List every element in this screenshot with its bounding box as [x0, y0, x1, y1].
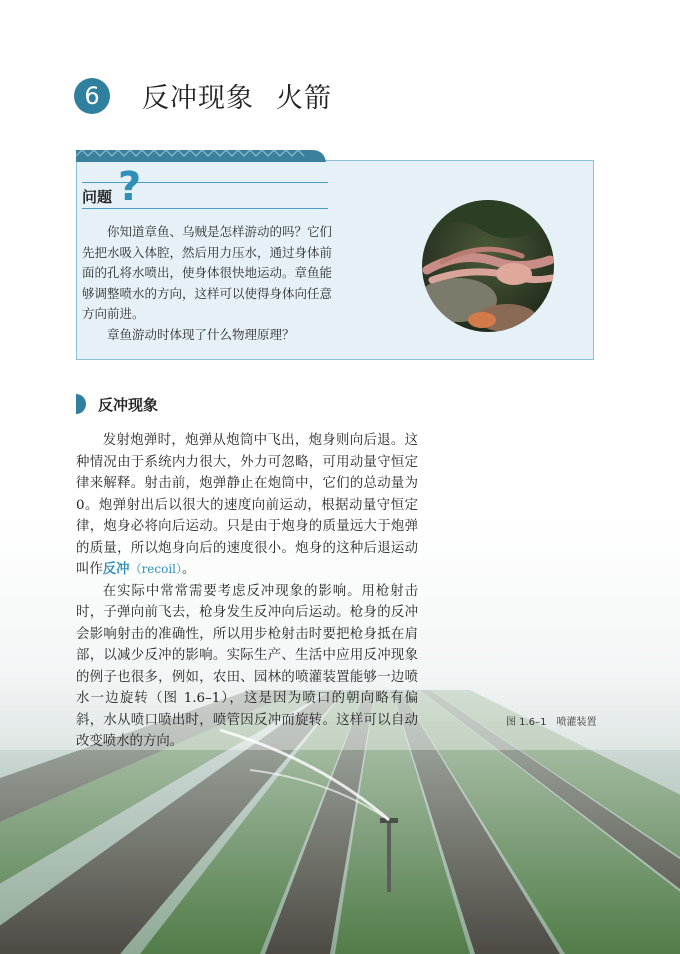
- title-part-1: 反冲现象: [142, 83, 254, 114]
- subsection-marker: [76, 394, 86, 414]
- key-term: 反冲: [102, 562, 130, 577]
- title-part-2: 火箭: [276, 83, 332, 114]
- question-text: [82, 222, 344, 345]
- subsection-title: 反冲现象: [98, 396, 159, 414]
- section-number-badge: 6: [74, 78, 110, 114]
- question-box-header-band: [76, 150, 326, 162]
- paragraph-1: [76, 430, 418, 581]
- paragraph-1-end: 。: [182, 562, 196, 577]
- question-paragraph-2: 章鱼游动时体现了什么物理原理？: [107, 326, 295, 342]
- paragraph-2: 在实际中常常需要考虑反冲现象的影响。用枪射击时，子弹向前飞去，枪身发生反冲向后运动。枪身的反冲会影响射击的准确性，所以用步枪射击时要把枪身抵在肩部，以减少反冲的影响。实际生产、生活中应用反冲现象的例子也很多，例如，农田、园林的喷灌装置能够一边喷水一边旋转（图 1.6–1），这是因为喷口的朝向略有偏斜，水从喷口喷出时，喷管因反冲而旋转。这样可以自动改变喷水的方向。: [76, 583, 418, 749]
- question-paragraph-1: 你知道章鱼、乌贼是怎样游动的吗？它们先把水吸入体腔，然后用力压水，通过身体前面的孔将水喷出，使身体很快地运动。章鱼能够调整喷水的方向，这样可以使得身体向任意方向前进。: [82, 224, 333, 321]
- octopus-photo: [422, 200, 554, 332]
- page-title: [142, 76, 332, 115]
- figure-caption: 图 1.6–1 喷灌装置: [506, 717, 597, 728]
- paragraph-1-text: 发射炮弹时，炮弹从炮筒中飞出，炮身则向后退。这种情况由于系统内力很大，外力可忽略，可用动量守恒定律来解释。射击前，炮弹静止在炮筒中，它们的总动量为0。炮弹射出后以很大的速度向前运动，根据动量守恒定律，炮身必将向后运动。只是由于炮身的质量远大于炮弹的质量，所以炮身向后的速度很小。炮身的这种后退运动叫作: [76, 433, 418, 577]
- question-mark-icon: ?: [118, 164, 142, 210]
- key-term-english: （recoil）: [129, 562, 183, 576]
- body-text: [76, 430, 418, 753]
- question-label: 问题: [82, 188, 113, 206]
